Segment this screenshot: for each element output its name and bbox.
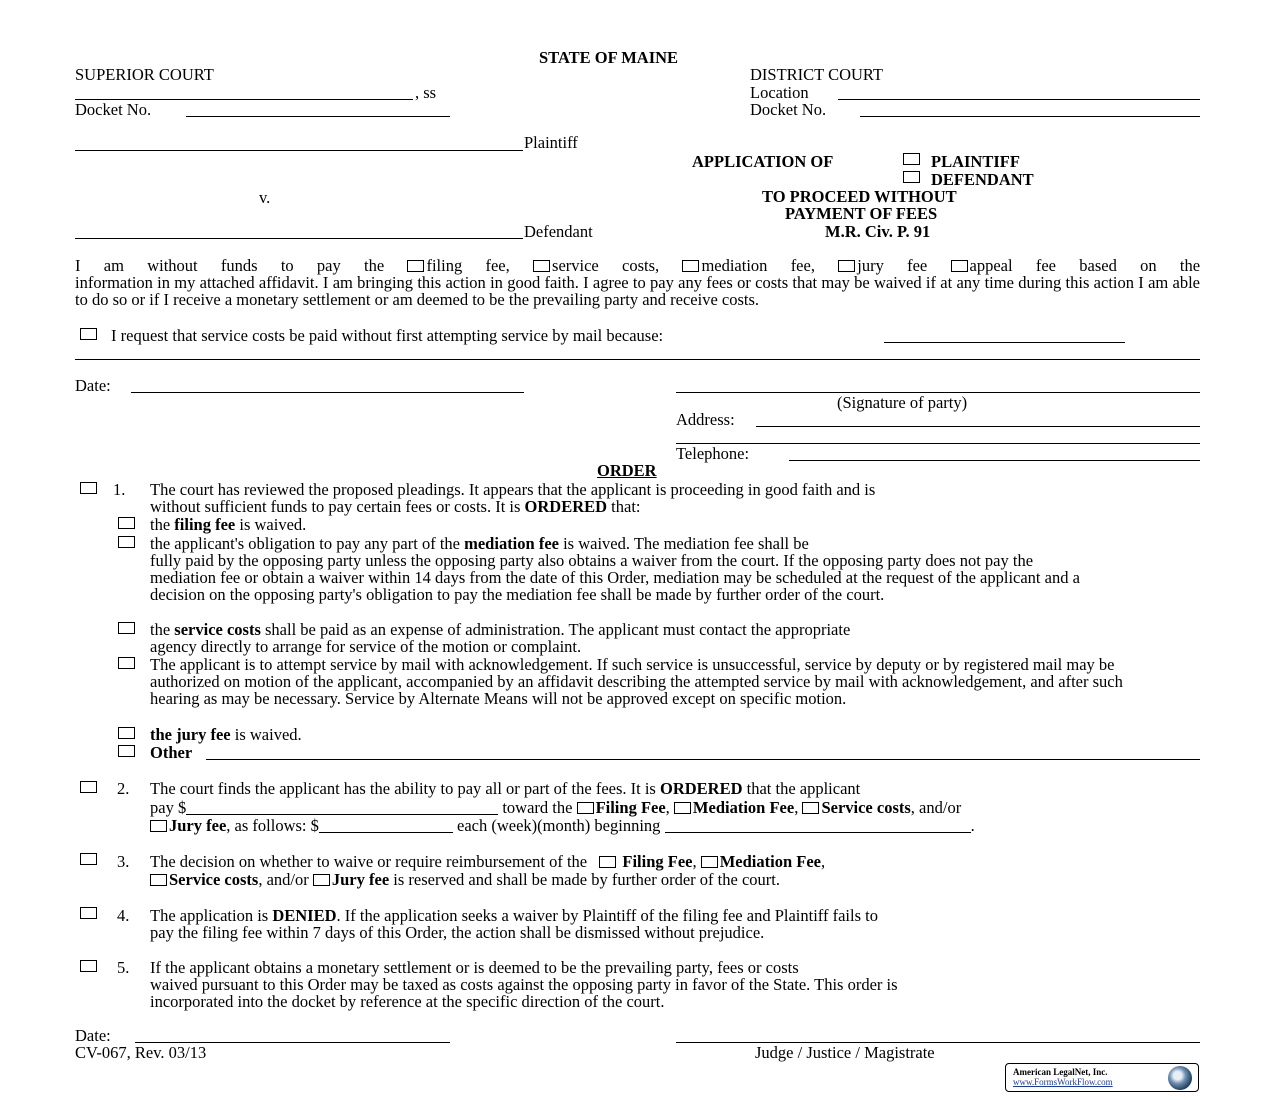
service-costs-expense-rest: agency directly to arrange for service of the motion or complaint. <box>150 637 582 656</box>
address-field-1[interactable] <box>756 426 1200 427</box>
jury-fee-label: jury fee <box>857 256 928 275</box>
reserve-service-costs-checkbox[interactable] <box>150 874 167 886</box>
service-costs-checkbox[interactable] <box>533 260 550 272</box>
service-by-mail-order-checkbox[interactable] <box>118 657 135 669</box>
service-costs-expense-checkbox[interactable] <box>118 622 135 634</box>
plaintiff-field[interactable] <box>75 150 523 151</box>
american-legalnet-logo[interactable] <box>1005 1063 1199 1092</box>
logo-url[interactable]: www.FormsWorkFlow.com <box>1013 1077 1113 1087</box>
order-1-text-b: without sufficient funds to pay certain fees or costs. It is ORDERED that: <box>150 497 641 516</box>
filing-fee-checkbox[interactable] <box>407 260 424 272</box>
order-date-label: Date: <box>75 1026 111 1045</box>
docket-right-label: Docket No. <box>750 100 827 119</box>
beginning-date-field[interactable] <box>665 818 971 833</box>
mediation-fee-checkbox[interactable] <box>682 260 699 272</box>
order-4-number: 4. <box>117 906 130 925</box>
docket-right-field[interactable] <box>860 116 1200 117</box>
order-1-text-a: The court has reviewed the proposed pleadings. It appears that the applicant is proceeding in good faith and is <box>150 480 876 499</box>
address-label: Address: <box>676 410 735 429</box>
other-field[interactable] <box>206 759 1200 760</box>
pay-jury-fee-checkbox[interactable] <box>150 820 167 832</box>
pay-filing-fee-checkbox[interactable] <box>577 802 594 814</box>
title-rule: M.R. Civ. P. 91 <box>825 222 931 241</box>
order-2-checkbox[interactable] <box>80 781 97 793</box>
intro-start: I am without funds to pay the <box>75 256 385 275</box>
defendant-checkbox[interactable] <box>903 171 920 183</box>
defendant-option-label: DEFENDANT <box>931 170 1034 189</box>
defendant-label: Defendant <box>524 222 593 241</box>
intro-first-line <box>75 257 1200 274</box>
order-1-checkbox[interactable] <box>80 482 97 494</box>
globe-icon <box>1168 1066 1192 1090</box>
mediation-fee-details: fully paid by the opposing party unless the opposing party also obtains a waiver from the court. If the opposing party does not pay the mediation fee or obtain a waiver within 14 days from the date of this Order, mediation may be scheduled at the request of the applicant and a decision on the opposing party's obligation to pay the mediation fee shall be made by further order of the court. <box>150 551 1080 604</box>
state-title: STATE OF MAINE <box>539 48 679 67</box>
title-line-4: PAYMENT OF FEES <box>785 204 938 223</box>
other-checkbox[interactable] <box>118 745 135 757</box>
mediation-fee-label: mediation fee, <box>701 256 815 275</box>
pay-mediation-fee-checkbox[interactable] <box>674 802 691 814</box>
pay-service-costs-checkbox[interactable] <box>802 802 819 814</box>
waive-filing-fee-checkbox[interactable] <box>118 517 135 529</box>
date-field[interactable] <box>131 392 524 393</box>
service-costs-label: service costs, <box>552 256 660 275</box>
section-divider <box>75 359 1200 360</box>
order-4-line-2: pay the filing fee within 7 days of this Order, the action shall be dismissed without prejudice. <box>150 923 765 942</box>
service-request-text: I request that service costs be paid without first attempting service by mail because: <box>111 326 664 345</box>
plaintiff-option-label: PLAINTIFF <box>931 152 1020 171</box>
plaintiff-label: Plaintiff <box>524 133 578 152</box>
logo-company: American LegalNet, Inc. <box>1013 1067 1108 1077</box>
order-4-checkbox[interactable] <box>80 907 97 919</box>
superior-court-label: SUPERIOR COURT <box>75 65 214 84</box>
installment-amount-field[interactable] <box>319 818 453 833</box>
order-2-line-3: Jury fee, as follows: $ each (week)(month) beginning . <box>150 817 975 834</box>
reserve-mediation-fee-checkbox[interactable] <box>701 856 718 868</box>
plaintiff-checkbox[interactable] <box>903 153 920 165</box>
docket-left-field[interactable] <box>186 116 450 117</box>
other-label: Other <box>150 743 193 762</box>
order-5-number: 5. <box>117 958 130 977</box>
jury-fee-checkbox[interactable] <box>838 260 855 272</box>
order-2-line-1: The court finds the applicant has the ability to pay all or part of the fees. It is ORDERED that the applicant <box>150 779 861 798</box>
application-of-label: APPLICATION OF <box>692 152 834 171</box>
title-line-3: TO PROCEED WITHOUT <box>762 187 957 206</box>
order-5-line-1: If the applicant obtains a monetary settlement or is deemed to be the prevailing party, fees or costs <box>150 958 799 977</box>
judge-caption: Judge / Justice / Magistrate <box>755 1043 935 1062</box>
appeal-fee-label: appeal fee based on the <box>969 256 1201 275</box>
order-3-line-2: Service costs, and/or Jury fee is reserved and shall be made by further order of the court. <box>150 871 780 888</box>
order-2-number: 2. <box>117 779 130 798</box>
telephone-label: Telephone: <box>676 444 750 463</box>
waive-mediation-fee-text: the applicant's obligation to pay any part of the mediation fee is waived. The mediation fee shall be <box>150 534 809 553</box>
versus-label: v. <box>259 188 271 207</box>
order-4-line-1: The application is DENIED. If the application seeks a waiver by Plaintiff of the filing fee and Plaintiff fails to <box>150 906 878 925</box>
appeal-fee-checkbox[interactable] <box>951 260 968 272</box>
form-id: CV-067, Rev. 03/13 <box>75 1043 207 1062</box>
district-court-label: DISTRICT COURT <box>750 65 884 84</box>
order-5-checkbox[interactable] <box>80 960 97 972</box>
order-5-line-2: waived pursuant to this Order may be taxed as costs against the opposing party in favor of the State. This order is <box>150 975 898 994</box>
waive-mediation-fee-checkbox[interactable] <box>118 536 135 548</box>
reserve-jury-fee-checkbox[interactable] <box>313 874 330 886</box>
order-5-line-3: incorporated into the docket by reference at the specific direction of the court. <box>150 992 665 1011</box>
order-3-checkbox[interactable] <box>80 853 97 865</box>
order-3-number: 3. <box>117 852 130 871</box>
date-label: Date: <box>75 376 111 395</box>
address-field-2[interactable] <box>676 443 1200 444</box>
order-2-line-2: pay $ toward the Filing Fee, Mediation Fee, Service costs, and/or <box>150 798 962 817</box>
waive-jury-fee-checkbox[interactable] <box>118 727 135 739</box>
order-3-line-1: The decision on whether to waive or require reimbursement of the Filing Fee, Mediation Fee, <box>150 852 826 871</box>
intro-rest: information in my attached affidavit. I am bringing this action in good faith. I agree to pay any fees or costs that may be waived if at any time during this action I am able to do so or if I receive a monetary settlement or am deemed to be the prevailing party and receive costs. <box>75 273 1200 309</box>
filing-fee-label: filing fee, <box>426 256 510 275</box>
location-field[interactable] <box>838 99 1200 100</box>
pay-amount-field[interactable] <box>186 800 498 815</box>
service-by-mail-checkbox[interactable] <box>80 328 97 340</box>
reserve-filing-fee-checkbox[interactable] <box>599 856 616 868</box>
defendant-field[interactable] <box>75 238 523 239</box>
signature-caption: (Signature of party) <box>837 393 968 412</box>
service-by-mail-order-text: The applicant is to attempt service by mail with acknowledgement. If such service is unsuccessful, service by deputy or by registered mail may be authorized on motion of the applicant, accompanied by an affidavit describing the attempted service by mail with acknowledgement, and after such hearing as may be necessary. Service by Alternate Means will not be approved except on specific motion. <box>150 655 1123 708</box>
telephone-field[interactable] <box>789 460 1200 461</box>
docket-left-label: Docket No. <box>75 100 152 119</box>
service-reason-field[interactable] <box>884 342 1125 343</box>
waive-filing-fee-text: the filing fee is waived. <box>150 515 307 534</box>
order-heading: ORDER <box>597 461 657 480</box>
location-label: Location <box>750 83 809 102</box>
waive-jury-fee-text: the jury fee is waived. <box>150 725 302 744</box>
order-1-number: 1. <box>113 480 126 499</box>
ss-label: , ss <box>415 83 437 102</box>
service-costs-expense-text: the service costs shall be paid as an expense of administration. The applicant must contact the appropriate <box>150 620 851 639</box>
